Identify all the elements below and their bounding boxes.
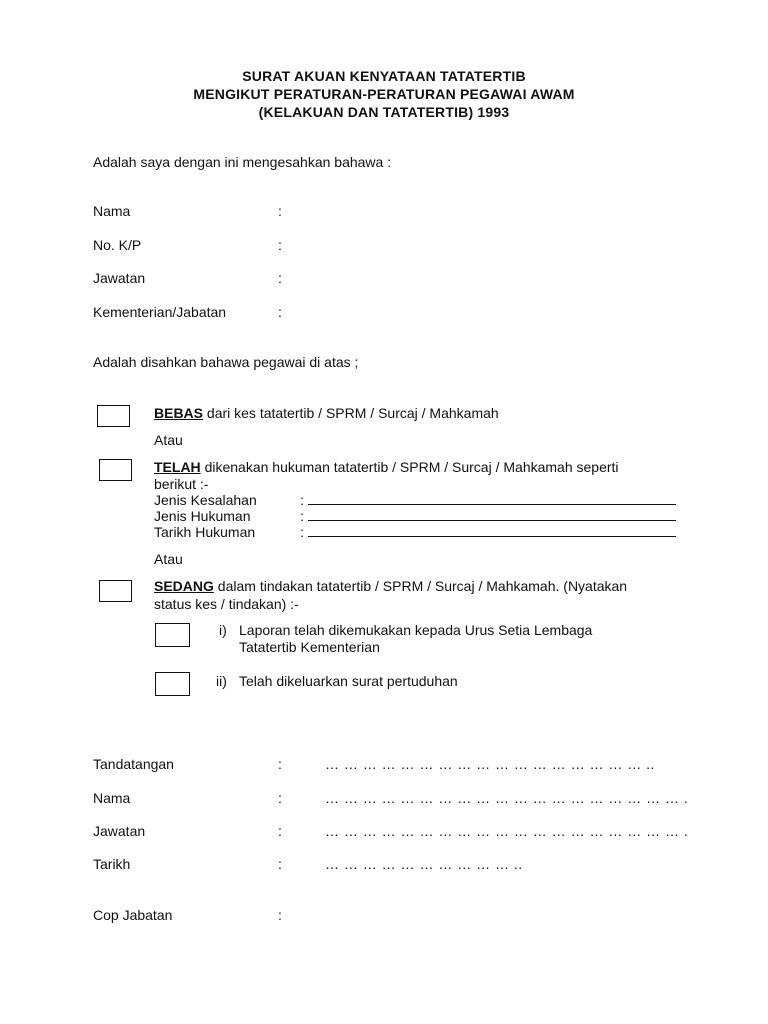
intro-text: Adalah saya dengan ini mengesahkan bahawa : [93,154,392,170]
title-line-1: SURAT AKUAN KENYATAAN TATATERTIB [242,68,526,84]
sig-label-jawatan: Jawatan [93,823,146,839]
field-colon: : [278,203,282,219]
bebas-keyword: BEBAS [154,405,204,421]
sig-dots-nama[interactable]: … … … … … … … … … … … … … … … … … … … . [325,790,689,806]
sig-dots-jawatan[interactable]: … … … … … … … … … … … … … … … … … … … . [325,823,689,839]
telah-text: dikenakan hukuman tatatertib / SPRM / Surcaj / Mahkamah seperti [204,459,619,475]
sig-label-tandatangan: Tandatangan [93,756,174,772]
detail-colon: : [300,508,304,524]
sig-colon: : [278,823,282,839]
detail-label-jenis-kesalahan: Jenis Kesalahan [154,492,257,508]
checkbox-sub-ii[interactable] [155,672,190,696]
sig-colon: : [278,756,282,772]
checkbox-sub-i[interactable] [155,623,190,647]
title-line-3: (KELAKUAN DAN TATATERTIB) 1993 [258,104,510,120]
bebas-text: dari kes tatatertib / SPRM / Surcaj / Mahkamah [206,405,499,421]
checkbox-bebas[interactable] [97,405,130,427]
sig-colon: : [278,856,282,872]
option-sedang [154,578,627,594]
telah-text-cont: berikut :- [154,476,209,492]
option-telah [154,459,619,475]
sig-label-tarikh: Tarikh [93,856,131,872]
certify-text: Adalah disahkan bahawa pegawai di atas ; [93,354,359,370]
sub-ii-num: ii) [216,673,227,689]
detail-label-tarikh-hukuman: Tarikh Hukuman [154,524,256,540]
sub-i-num: i) [219,622,227,638]
checkbox-telah[interactable] [99,459,132,481]
atau-label: Atau [154,432,183,448]
sedang-text-cont: status kes / tindakan) :- [154,596,299,612]
sub-i-text-cont: Tatatertib Kementerian [239,639,380,655]
sig-colon: : [278,907,282,923]
atau-label: Atau [154,551,183,567]
detail-colon: : [300,492,304,508]
sig-label-nama: Nama [93,790,131,806]
sub-i-text: Laporan telah dikemukakan kepada Urus Setia Lembaga [239,622,593,638]
sedang-text: dalam tindakan tatatertib / SPRM / Surcaj / Mahkamah. (Nyatakan [217,578,628,594]
detail-line-tarikh-hukuman[interactable] [300,524,676,540]
field-colon: : [278,304,282,320]
sig-dots-tarikh[interactable]: … … … … … … … … … … .. [325,856,523,872]
detail-colon: : [300,524,304,540]
detail-label-jenis-hukuman: Jenis Hukuman [154,508,251,524]
field-label-jawatan: Jawatan [93,270,146,286]
fill-line [308,508,676,521]
fill-line [308,492,676,505]
title-line-2: MENGIKUT PERATURAN-PERATURAN PEGAWAI AWAM [193,86,575,102]
sub-ii-text: Telah dikeluarkan surat pertuduhan [239,673,458,689]
detail-line-jenis-hukuman[interactable] [300,508,676,524]
sedang-keyword: SEDANG [154,578,214,594]
checkbox-sedang[interactable] [99,580,132,602]
field-label-nama: Nama [93,203,131,219]
fill-line [308,524,676,537]
sig-label-cop-jabatan: Cop Jabatan [93,907,173,923]
option-bebas [154,405,499,421]
field-colon: : [278,237,282,253]
field-colon: : [278,270,282,286]
detail-line-jenis-kesalahan[interactable] [300,492,676,508]
sig-dots-tandatangan[interactable]: … … … … … … … … … … … … … … … … … .. [325,756,655,772]
field-label-kp: No. K/P [93,237,142,253]
field-label-kementerian: Kementerian/Jabatan [93,304,227,320]
sig-colon: : [278,790,282,806]
telah-keyword: TELAH [154,459,201,475]
